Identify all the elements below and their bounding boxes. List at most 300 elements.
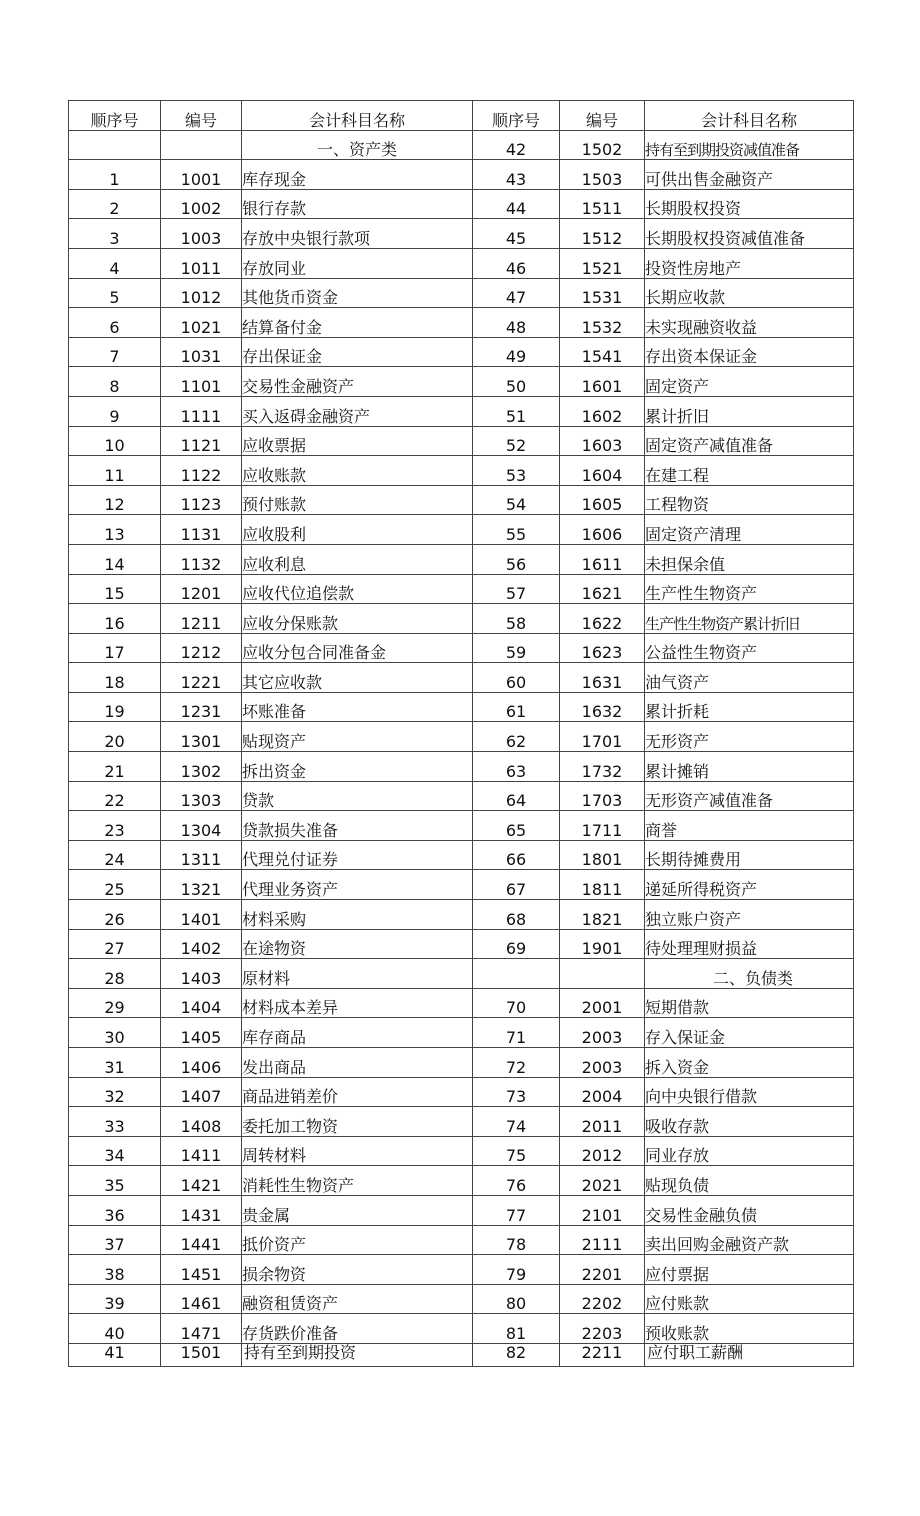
- seq-left: 17: [69, 633, 161, 663]
- account-name-right: 累计摊销: [645, 752, 854, 782]
- table-row: [69, 337, 854, 367]
- seq-left: 14: [69, 544, 161, 574]
- code-right: 1801: [560, 840, 645, 870]
- seq-right: 68: [473, 900, 560, 930]
- seq-left: 28: [69, 959, 161, 989]
- seq-left: 34: [69, 1136, 161, 1166]
- account-name-right: 向中央银行借款: [645, 1077, 854, 1107]
- account-name-right: 长期股权投资减值准备: [645, 219, 854, 249]
- code-right: 1541: [560, 337, 645, 367]
- code-left: 1221: [161, 663, 242, 693]
- table-row: [69, 781, 854, 811]
- table-row: [69, 278, 854, 308]
- account-name-left: 预付账款: [242, 485, 473, 515]
- code-left: 1211: [161, 604, 242, 634]
- header-seq-left: 顺序号: [69, 101, 161, 131]
- seq-right: 45: [473, 219, 560, 249]
- table-row: [69, 1225, 854, 1255]
- seq-right: 63: [473, 752, 560, 782]
- account-name-left: 应收票据: [242, 426, 473, 456]
- table-row: [69, 308, 854, 338]
- seq-right: 81: [473, 1314, 560, 1344]
- table-row: [69, 900, 854, 930]
- account-name-right: 长期股权投资: [645, 189, 854, 219]
- code-right: 1512: [560, 219, 645, 249]
- code-right: 1611: [560, 544, 645, 574]
- seq-right: 52: [473, 426, 560, 456]
- account-name-right: 在建工程: [645, 456, 854, 486]
- table-row: [69, 663, 854, 693]
- code-left: 1402: [161, 929, 242, 959]
- code-left: 1021: [161, 308, 242, 338]
- code-left: 1031: [161, 337, 242, 367]
- seq-right: 69: [473, 929, 560, 959]
- account-name-left: 代理业务资产: [242, 870, 473, 900]
- seq-left: 9: [69, 396, 161, 426]
- seq-right: 57: [473, 574, 560, 604]
- table-row: [69, 1048, 854, 1078]
- code-left: 1401: [161, 900, 242, 930]
- code-left: 1304: [161, 811, 242, 841]
- seq-left: [69, 130, 161, 160]
- account-name-right: 预收账款: [645, 1314, 854, 1344]
- code-left: 1407: [161, 1077, 242, 1107]
- account-name-right: 存出资本保证金: [645, 337, 854, 367]
- account-name-right: 未担保余值: [645, 544, 854, 574]
- seq-left: 24: [69, 840, 161, 870]
- code-left: [161, 130, 242, 160]
- code-left: 1011: [161, 248, 242, 278]
- account-name-right: 累计折旧: [645, 396, 854, 426]
- code-right: 2021: [560, 1166, 645, 1196]
- account-name-left: 买入返碍金融资产: [242, 396, 473, 426]
- account-name-right: 无形资产减值准备: [645, 781, 854, 811]
- account-name-right: 贴现负债: [645, 1166, 854, 1196]
- code-right: 1502: [560, 130, 645, 160]
- table-row: [69, 1284, 854, 1314]
- seq-left: 32: [69, 1077, 161, 1107]
- account-name-left: 存放中央银行款项: [242, 219, 473, 249]
- code-right: 2211: [560, 1343, 645, 1366]
- code-left: 1404: [161, 988, 242, 1018]
- account-name-left: 应收利息: [242, 544, 473, 574]
- table-row: [69, 752, 854, 782]
- account-name-right: 商誉: [645, 811, 854, 841]
- account-name-left: 库存现金: [242, 160, 473, 190]
- code-left: 1231: [161, 692, 242, 722]
- seq-right: 43: [473, 160, 560, 190]
- table-header-row: [69, 101, 854, 131]
- seq-left: 2: [69, 189, 161, 219]
- code-left: 1408: [161, 1107, 242, 1137]
- table-row: [69, 870, 854, 900]
- account-name-left: 原材料: [242, 959, 473, 989]
- seq-left: 19: [69, 692, 161, 722]
- code-right: 1901: [560, 929, 645, 959]
- seq-right: 50: [473, 367, 560, 397]
- account-name-left: 材料成本差异: [242, 988, 473, 1018]
- account-name-left: 其它应收款: [242, 663, 473, 693]
- code-right: 1711: [560, 811, 645, 841]
- code-left: 1431: [161, 1195, 242, 1225]
- table-row: [69, 1107, 854, 1137]
- seq-right: [473, 959, 560, 989]
- table-row: [69, 811, 854, 841]
- account-name-left: 贴现资产: [242, 722, 473, 752]
- code-left: 1131: [161, 515, 242, 545]
- account-name-right: 固定资产清理: [645, 515, 854, 545]
- code-right: 1521: [560, 248, 645, 278]
- account-name-right: 投资性房地产: [645, 248, 854, 278]
- seq-right: 66: [473, 840, 560, 870]
- seq-right: 49: [473, 337, 560, 367]
- code-right: 1703: [560, 781, 645, 811]
- seq-left: 15: [69, 574, 161, 604]
- seq-left: 11: [69, 456, 161, 486]
- account-name-left: 贵金属: [242, 1195, 473, 1225]
- account-name-right: 持有至到期投资减值准备: [645, 130, 854, 160]
- code-right: 2201: [560, 1255, 645, 1285]
- table-row: [69, 248, 854, 278]
- account-name-left: 交易性金融资产: [242, 367, 473, 397]
- code-right: 1531: [560, 278, 645, 308]
- code-right: 1604: [560, 456, 645, 486]
- table-row: [69, 1255, 854, 1285]
- account-name-left: 银行存款: [242, 189, 473, 219]
- seq-left: 33: [69, 1107, 161, 1137]
- code-right: 1606: [560, 515, 645, 545]
- account-name-left: 代理兑付证券: [242, 840, 473, 870]
- table-row: [69, 1018, 854, 1048]
- seq-left: 20: [69, 722, 161, 752]
- table-row: [69, 219, 854, 249]
- account-name-left: 损余物资: [242, 1255, 473, 1285]
- seq-left: 26: [69, 900, 161, 930]
- account-name-left: 商品进销差价: [242, 1077, 473, 1107]
- seq-left: 41: [69, 1343, 161, 1366]
- table-row: [69, 722, 854, 752]
- section-heading: 二、负债类: [645, 959, 854, 989]
- table-row: [69, 485, 854, 515]
- seq-left: 18: [69, 663, 161, 693]
- seq-right: 55: [473, 515, 560, 545]
- account-name-left: 抵价资产: [242, 1225, 473, 1255]
- code-left: 1111: [161, 396, 242, 426]
- seq-right: 67: [473, 870, 560, 900]
- code-right: 1821: [560, 900, 645, 930]
- code-right: 2004: [560, 1077, 645, 1107]
- seq-right: 77: [473, 1195, 560, 1225]
- table-row: [69, 456, 854, 486]
- code-left: 1003: [161, 219, 242, 249]
- seq-left: 23: [69, 811, 161, 841]
- table-row: [69, 574, 854, 604]
- code-left: 1303: [161, 781, 242, 811]
- code-left: 1421: [161, 1166, 242, 1196]
- account-name-left: 应收股利: [242, 515, 473, 545]
- account-name-right: 递延所得税资产: [645, 870, 854, 900]
- account-name-left: 持有至到期投资: [242, 1343, 473, 1366]
- seq-left: 40: [69, 1314, 161, 1344]
- account-name-right: 无形资产: [645, 722, 854, 752]
- account-name-left: 发出商品: [242, 1048, 473, 1078]
- seq-right: 62: [473, 722, 560, 752]
- code-left: 1123: [161, 485, 242, 515]
- account-name-right: 累计折耗: [645, 692, 854, 722]
- code-right: 1603: [560, 426, 645, 456]
- account-name-left: 拆出资金: [242, 752, 473, 782]
- account-name-right: 待处理理财损益: [645, 929, 854, 959]
- code-left: 1471: [161, 1314, 242, 1344]
- code-left: 1405: [161, 1018, 242, 1048]
- table-row: [69, 988, 854, 1018]
- account-name-left: 存货跌价准备: [242, 1314, 473, 1344]
- seq-right: 70: [473, 988, 560, 1018]
- table-row: [69, 544, 854, 574]
- table-row: [69, 840, 854, 870]
- code-left: 1321: [161, 870, 242, 900]
- seq-right: 46: [473, 248, 560, 278]
- account-name-right: 生产性生物资产: [645, 574, 854, 604]
- table-body: [69, 130, 854, 1366]
- seq-right: 74: [473, 1107, 560, 1137]
- account-name-right: 未实现融资收益: [645, 308, 854, 338]
- seq-left: 4: [69, 248, 161, 278]
- header-code-left: 编号: [161, 101, 242, 131]
- seq-right: 64: [473, 781, 560, 811]
- table-row: [69, 189, 854, 219]
- header-seq-right: 顺序号: [473, 101, 560, 131]
- account-name-right: 公益性生物资产: [645, 633, 854, 663]
- seq-right: 60: [473, 663, 560, 693]
- account-name-right: 独立账户资产: [645, 900, 854, 930]
- chart-of-accounts-table: [68, 100, 854, 1367]
- seq-left: 1: [69, 160, 161, 190]
- seq-left: 36: [69, 1195, 161, 1225]
- seq-right: 72: [473, 1048, 560, 1078]
- code-right: 1503: [560, 160, 645, 190]
- account-name-left: 应收代位追偿款: [242, 574, 473, 604]
- code-left: 1311: [161, 840, 242, 870]
- code-right: 2111: [560, 1225, 645, 1255]
- seq-right: 56: [473, 544, 560, 574]
- account-name-left: 坏账准备: [242, 692, 473, 722]
- code-right: 2001: [560, 988, 645, 1018]
- code-left: 1122: [161, 456, 242, 486]
- header-name-left: 会计科目名称: [242, 101, 473, 131]
- seq-right: 54: [473, 485, 560, 515]
- code-left: 1121: [161, 426, 242, 456]
- account-name-right: 固定资产: [645, 367, 854, 397]
- account-name-left: 库存商品: [242, 1018, 473, 1048]
- seq-left: 30: [69, 1018, 161, 1048]
- code-right: 2202: [560, 1284, 645, 1314]
- table-row: [69, 633, 854, 663]
- seq-right: 75: [473, 1136, 560, 1166]
- account-name-left: 材料采购: [242, 900, 473, 930]
- account-name-left: 应收分包合同准备金: [242, 633, 473, 663]
- account-name-left: 应收分保账款: [242, 604, 473, 634]
- seq-left: 39: [69, 1284, 161, 1314]
- account-name-right: 长期待摊费用: [645, 840, 854, 870]
- code-right: 1511: [560, 189, 645, 219]
- code-left: 1132: [161, 544, 242, 574]
- table-row: [69, 160, 854, 190]
- table-row: [69, 929, 854, 959]
- code-right: 1623: [560, 633, 645, 663]
- seq-left: 37: [69, 1225, 161, 1255]
- seq-right: 79: [473, 1255, 560, 1285]
- code-left: 1403: [161, 959, 242, 989]
- seq-right: 80: [473, 1284, 560, 1314]
- code-right: 1732: [560, 752, 645, 782]
- table-row: [69, 1343, 854, 1366]
- account-name-right: 应付职工薪酬: [645, 1343, 854, 1366]
- seq-left: 8: [69, 367, 161, 397]
- table-row: [69, 515, 854, 545]
- code-right: 1622: [560, 604, 645, 634]
- account-name-right: 应付票据: [645, 1255, 854, 1285]
- account-name-left: 结算备付金: [242, 308, 473, 338]
- seq-left: 16: [69, 604, 161, 634]
- code-right: 2203: [560, 1314, 645, 1344]
- seq-left: 38: [69, 1255, 161, 1285]
- seq-left: 27: [69, 929, 161, 959]
- account-name-left: 委托加工物资: [242, 1107, 473, 1137]
- code-right: 1621: [560, 574, 645, 604]
- account-name-left: 周转材料: [242, 1136, 473, 1166]
- code-left: 1001: [161, 160, 242, 190]
- account-name-left: 应收账款: [242, 456, 473, 486]
- seq-right: 65: [473, 811, 560, 841]
- section-heading: 一、资产类: [242, 130, 473, 160]
- account-name-right: 应付账款: [645, 1284, 854, 1314]
- seq-left: 35: [69, 1166, 161, 1196]
- code-right: 2012: [560, 1136, 645, 1166]
- table-row: [69, 367, 854, 397]
- account-name-right: 卖出回购金融资产款: [645, 1225, 854, 1255]
- code-right: 1532: [560, 308, 645, 338]
- account-name-left: 在途物资: [242, 929, 473, 959]
- seq-left: 25: [69, 870, 161, 900]
- header-name-right: 会计科目名称: [645, 101, 854, 131]
- table-row: [69, 1077, 854, 1107]
- table-row: [69, 426, 854, 456]
- code-left: 1212: [161, 633, 242, 663]
- account-name-right: 交易性金融负债: [645, 1195, 854, 1225]
- code-left: 1501: [161, 1343, 242, 1366]
- table-row: [69, 130, 854, 160]
- seq-left: 12: [69, 485, 161, 515]
- seq-right: 59: [473, 633, 560, 663]
- code-left: 1012: [161, 278, 242, 308]
- code-right: 2003: [560, 1018, 645, 1048]
- code-right: 2101: [560, 1195, 645, 1225]
- seq-right: 44: [473, 189, 560, 219]
- code-left: 1302: [161, 752, 242, 782]
- seq-left: 3: [69, 219, 161, 249]
- account-name-right: 油气资产: [645, 663, 854, 693]
- code-left: 1301: [161, 722, 242, 752]
- seq-left: 6: [69, 308, 161, 338]
- seq-right: 58: [473, 604, 560, 634]
- code-right: 2003: [560, 1048, 645, 1078]
- seq-left: 31: [69, 1048, 161, 1078]
- seq-left: 29: [69, 988, 161, 1018]
- code-right: 1631: [560, 663, 645, 693]
- code-left: 1201: [161, 574, 242, 604]
- account-name-left: 存出保证金: [242, 337, 473, 367]
- account-name-right: 短期借款: [645, 988, 854, 1018]
- seq-right: 78: [473, 1225, 560, 1255]
- seq-right: 82: [473, 1343, 560, 1366]
- table-row: [69, 604, 854, 634]
- seq-left: 10: [69, 426, 161, 456]
- code-left: 1002: [161, 189, 242, 219]
- table-row: [69, 1195, 854, 1225]
- code-right: 1602: [560, 396, 645, 426]
- seq-left: 5: [69, 278, 161, 308]
- account-name-left: 消耗性生物资产: [242, 1166, 473, 1196]
- seq-right: 53: [473, 456, 560, 486]
- seq-left: 22: [69, 781, 161, 811]
- account-name-left: 贷款损失准备: [242, 811, 473, 841]
- account-name-right: 同业存放: [645, 1136, 854, 1166]
- seq-right: 61: [473, 692, 560, 722]
- seq-right: 73: [473, 1077, 560, 1107]
- seq-right: 51: [473, 396, 560, 426]
- code-right: [560, 959, 645, 989]
- table-row: [69, 396, 854, 426]
- table-row: [69, 959, 854, 989]
- code-left: 1406: [161, 1048, 242, 1078]
- table-row: [69, 1136, 854, 1166]
- code-right: 2011: [560, 1107, 645, 1137]
- code-right: 1632: [560, 692, 645, 722]
- seq-left: 13: [69, 515, 161, 545]
- account-name-right: 生产性生物资产累计折旧: [645, 604, 854, 634]
- table-row: [69, 1314, 854, 1344]
- account-name-left: 融资租赁资产: [242, 1284, 473, 1314]
- account-name-left: 存放同业: [242, 248, 473, 278]
- seq-left: 21: [69, 752, 161, 782]
- account-name-right: 存入保证金: [645, 1018, 854, 1048]
- table-row: [69, 1166, 854, 1196]
- account-name-right: 拆入资金: [645, 1048, 854, 1078]
- account-name-right: 长期应收款: [645, 278, 854, 308]
- code-left: 1441: [161, 1225, 242, 1255]
- code-right: 1811: [560, 870, 645, 900]
- account-name-right: 工程物资: [645, 485, 854, 515]
- code-left: 1101: [161, 367, 242, 397]
- code-left: 1411: [161, 1136, 242, 1166]
- code-right: 1701: [560, 722, 645, 752]
- code-left: 1451: [161, 1255, 242, 1285]
- account-name-right: 吸收存款: [645, 1107, 854, 1137]
- seq-right: 71: [473, 1018, 560, 1048]
- seq-left: 7: [69, 337, 161, 367]
- account-name-left: 其他货币资金: [242, 278, 473, 308]
- table-row: [69, 692, 854, 722]
- seq-right: 42: [473, 130, 560, 160]
- seq-right: 48: [473, 308, 560, 338]
- account-name-right: 可供出售金融资产: [645, 160, 854, 190]
- code-right: 1605: [560, 485, 645, 515]
- code-left: 1461: [161, 1284, 242, 1314]
- account-name-right: 固定资产减值准备: [645, 426, 854, 456]
- code-right: 1601: [560, 367, 645, 397]
- account-name-left: 贷款: [242, 781, 473, 811]
